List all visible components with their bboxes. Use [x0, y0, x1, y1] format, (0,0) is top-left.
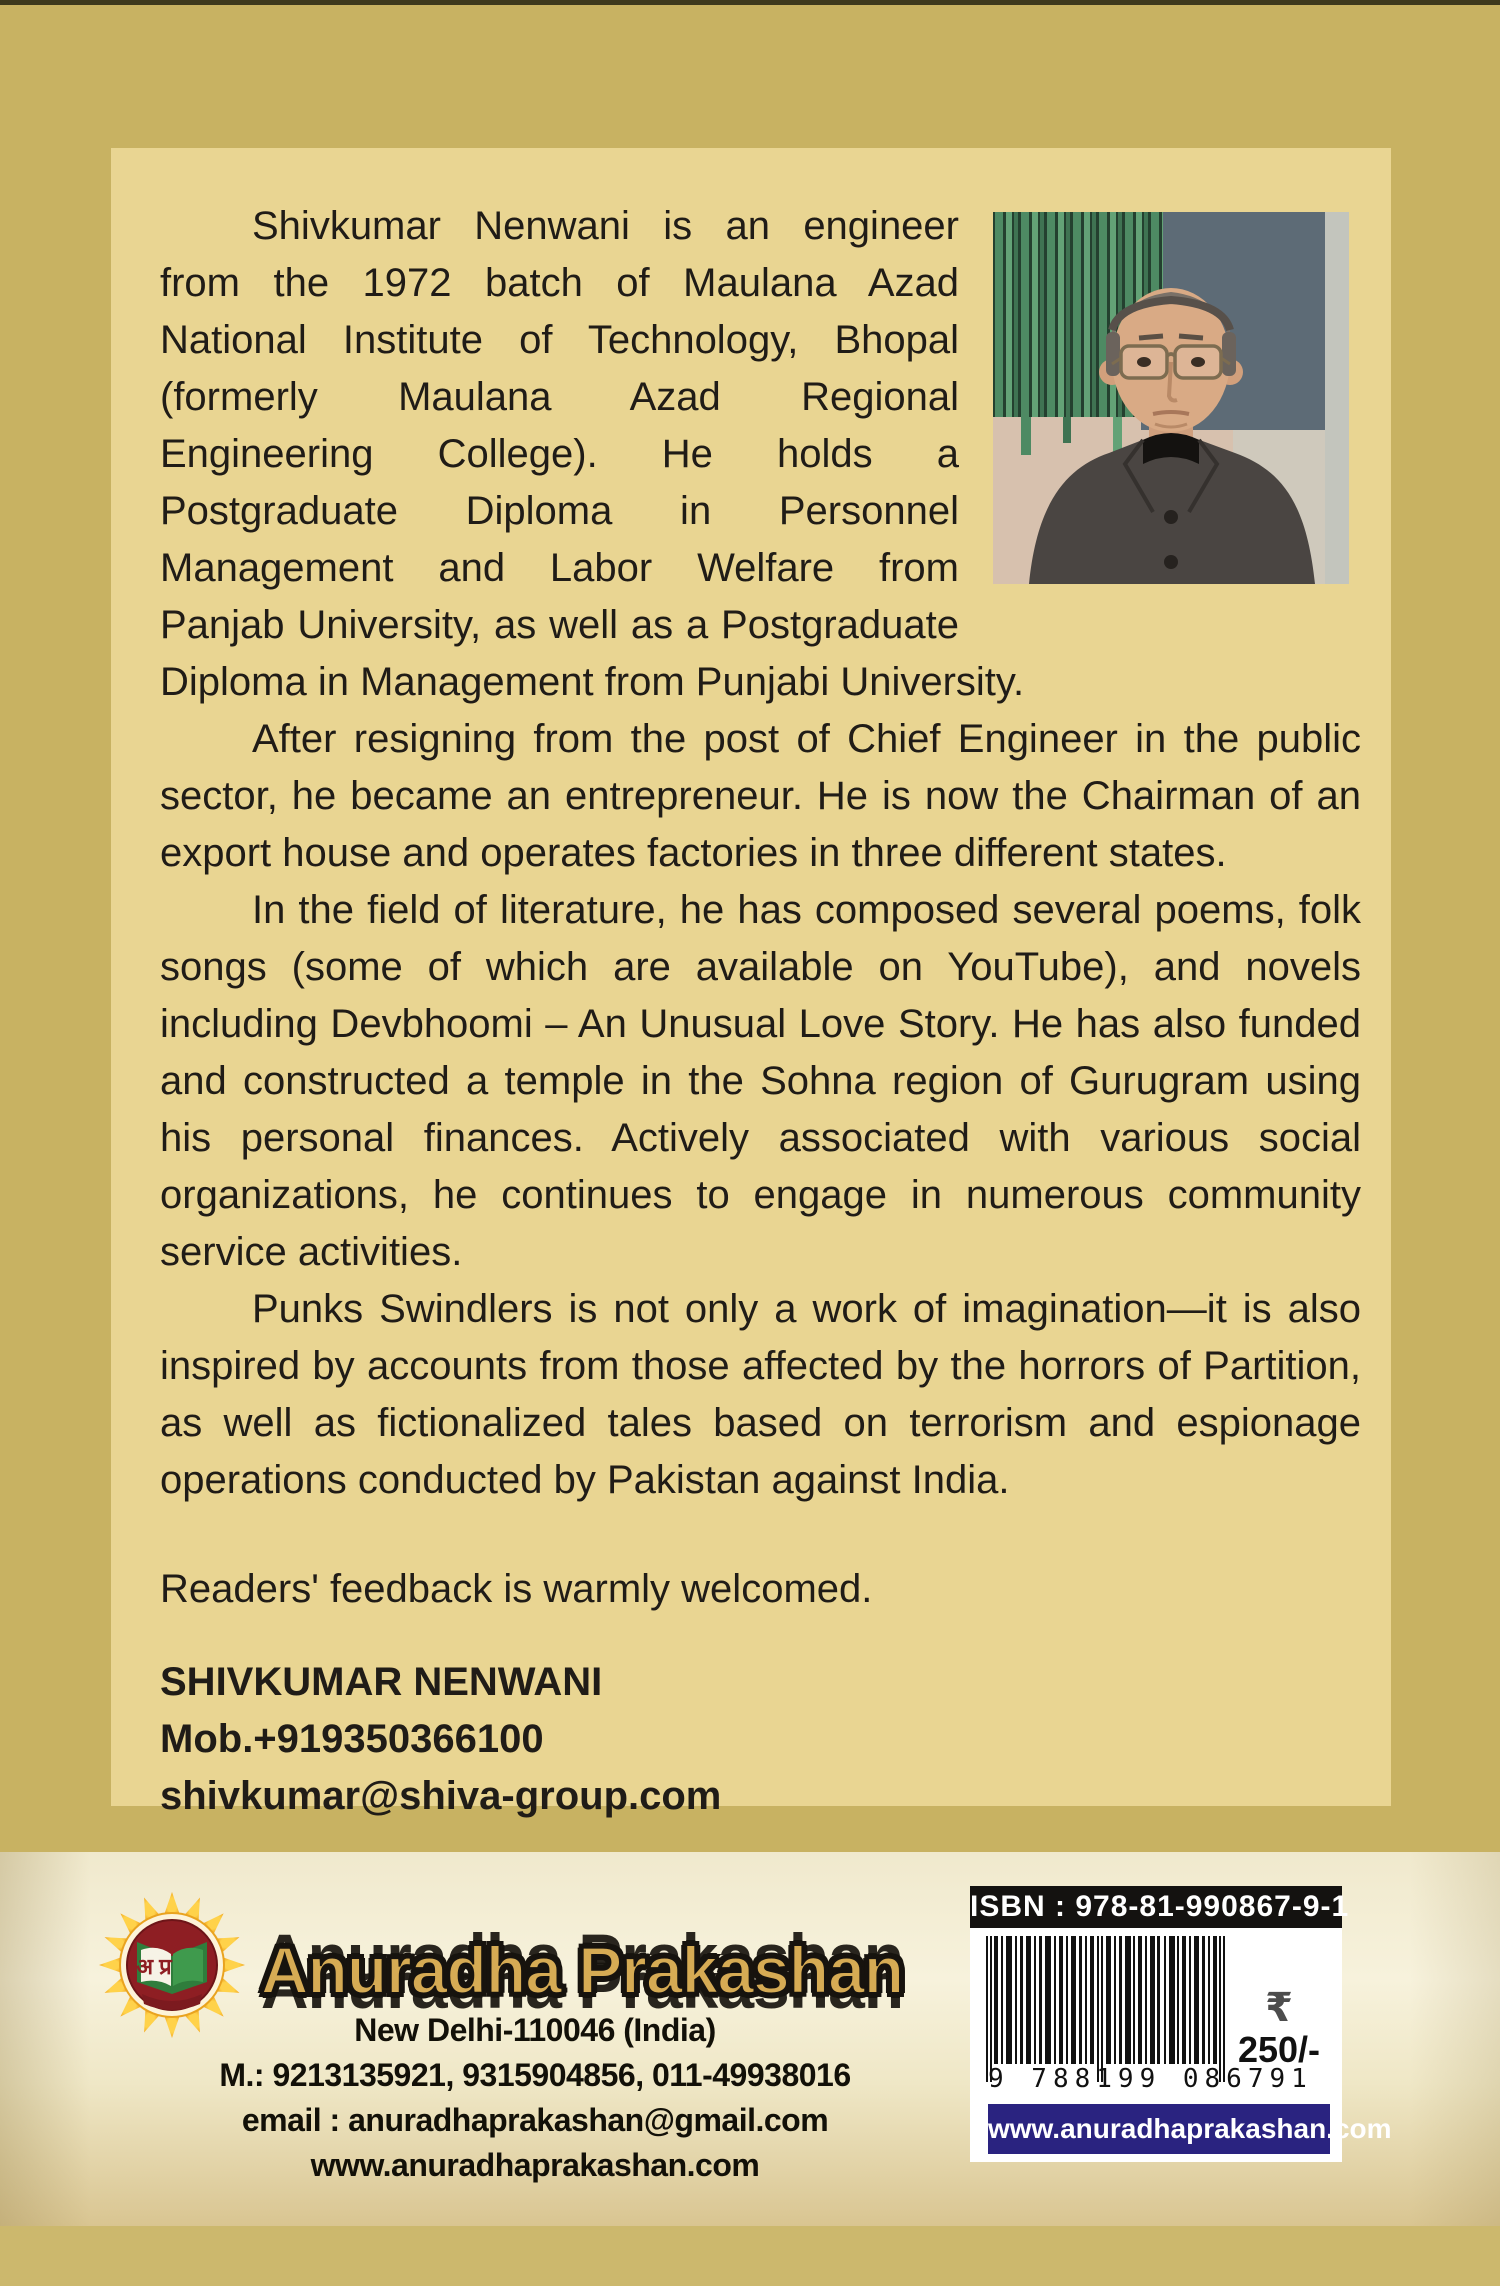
author-photo-illustration [993, 212, 1349, 584]
publisher-website: www.anuradhaprakashan.com [310, 2147, 760, 2183]
photo-light-column [1325, 212, 1349, 584]
bio-paragraph-1: Shivkumar Nenwani is an engineer from the 1972 batch of Maulana Azad National Institute of Technology, Bhopal (formerly Maulana Azad Regional Engineering College). He holds a Postgraduate Diploma in Personnel Management and Labor Welfare from Panjab University, as well as a Postgraduate Diploma in Management from Punjabi University. [160, 204, 1025, 704]
barcode-area [970, 1928, 1392, 2162]
price-value: 250/- [1237, 2029, 1321, 2070]
isbn-website-bar: www.anuradhaprakashan.com [988, 2104, 1330, 2154]
author-name: SHIVKUMAR NENWANI [160, 1660, 603, 1704]
logo-letters: अ प्र [136, 1954, 172, 1979]
author-bio [160, 198, 1361, 1825]
publisher-phones: M.: 9213135921, 9315904856, 011-49938016 [219, 2057, 851, 2093]
slat-extension [1063, 417, 1071, 443]
publisher-email: email : anuradhaprakashan@gmail.com [241, 2102, 829, 2138]
isbn-label: ISBN : 978-81-990867-9-1 [970, 1886, 1342, 1928]
bottom-gold-strip [0, 2226, 1500, 2286]
bio-panel [111, 148, 1391, 1818]
author-photo [993, 212, 1349, 584]
barcode-digits: 9 788199 086791 [988, 2064, 1313, 2094]
bio-paragraph-4: Punks Swindlers is not only a work of imagination—it is also inspired by accounts from those affected by the horrors of Partition, as well as fictionalized tales based on terrorism and espionage operations conducted by Pakistan against India. [160, 1287, 1361, 1502]
author-email: shivkumar@shiva-group.com [160, 1774, 722, 1818]
bio-paragraph-3: In the field of literature, he has composed several poems, folk songs (some of which are available on YouTube), and novels including Devbhoomi – An Unusual Love Story. He has also funded and constructed a temple in the Sohna region of Gurugram using his personal finances. Actively associated with various social organizations, he continues to engage in numerous community service activities. [160, 888, 1361, 1274]
bio-paragraph-2: After resigning from the post of Chief Engineer in the public sector, he became an entrepreneur. He is now the Chairman of an export house and operates factories in three different states. [160, 717, 1361, 875]
slat-extension [1021, 417, 1031, 455]
feedback-note: Readers' feedback is warmly welcomed. [160, 1567, 873, 1611]
publisher-details [140, 2008, 930, 2188]
publisher-name: Anuradha Prakashan [260, 1933, 904, 2007]
rupee-symbol: ₹ [1265, 1985, 1293, 2031]
author-contact-block [160, 1654, 1361, 1825]
price-block [1226, 1936, 1332, 2072]
author-mobile: Mob.+919350366100 [160, 1717, 544, 1761]
publisher-band [0, 1852, 1500, 2226]
publisher-address: New Delhi-110046 (India) [354, 2012, 716, 2048]
top-edge-line [0, 0, 1500, 5]
isbn-block [970, 1886, 1392, 2162]
